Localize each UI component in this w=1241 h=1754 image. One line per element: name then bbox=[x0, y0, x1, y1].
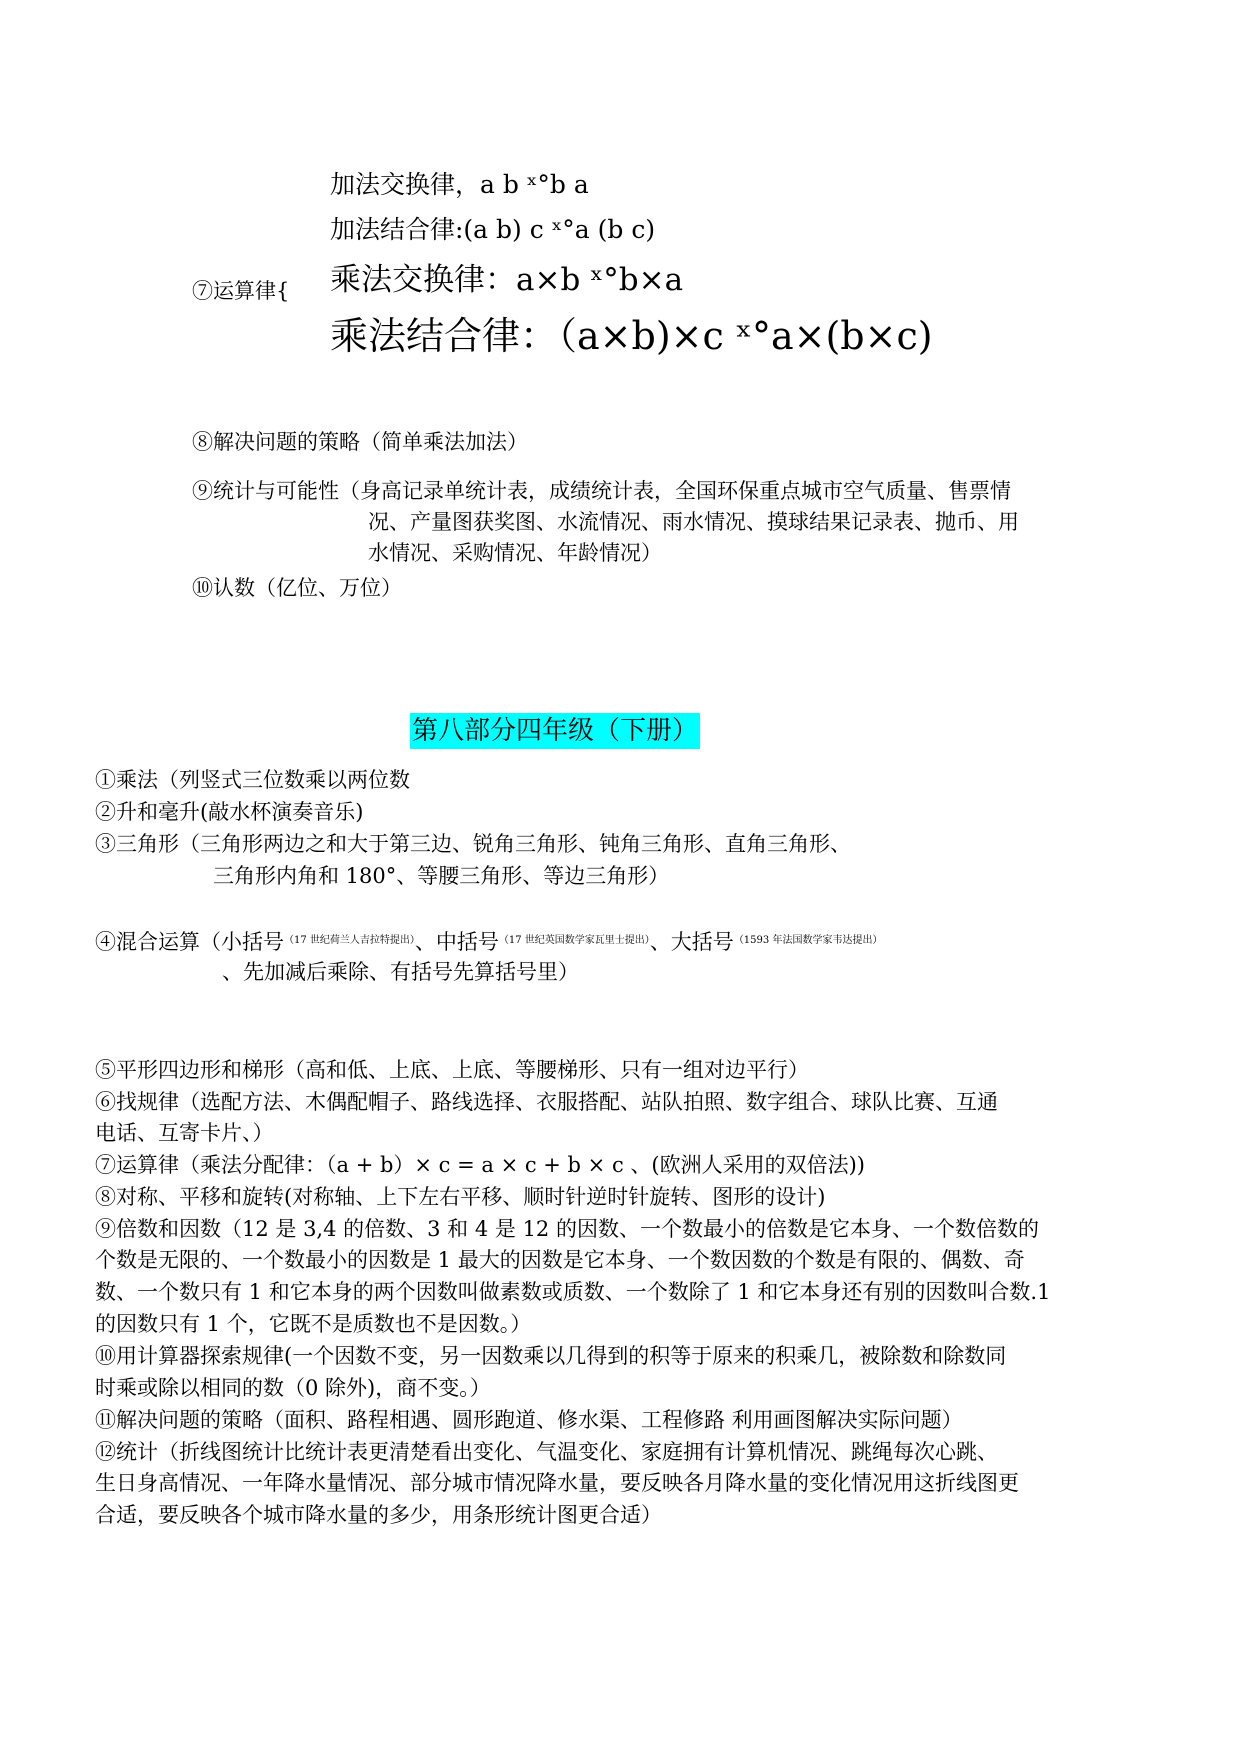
section7-label: ⑦运算律{ bbox=[192, 279, 290, 303]
item-1: ①乘法（列竖式三位数乘以两位数 bbox=[95, 768, 410, 792]
item-9-line-2: 个数是无限的、一个数最小的因数是 1 最大的因数是它本身、一个数因数的个数是有限的、偶数、奇 bbox=[95, 1248, 1025, 1272]
item-4-note-2: （17 世纪英国数学家瓦里士提出） bbox=[498, 935, 650, 946]
law-addition-commutative: 加法交换律，a b ˣ°b a bbox=[330, 170, 589, 199]
item-12-line-3: 合适，要反映各个城市降水量的多少，用条形统计图更合适） bbox=[95, 1503, 662, 1527]
item-text: 统计与可能性（身高记录单统计表，成绩统计表，全国环保重点城市空气质量、售票情 bbox=[213, 479, 1011, 503]
law-addition-associative: 加法结合律:(a b) c ˣ°a (b c) bbox=[330, 215, 656, 244]
item-9: ⑨倍数和因数（12 是 3,4 的倍数、3 和 4 是 12 的因数、一个数最小的倍数是它本身、一个数倍数的 bbox=[95, 1217, 1039, 1241]
item-number: ⑧ bbox=[192, 430, 213, 454]
law-multiplication-commutative: 乘法交换律：a×b ˣ°b×a bbox=[330, 262, 684, 298]
item-4-text-2: 、中括号 bbox=[414, 930, 499, 954]
item-3: ③三角形（三角形两边之和大于第三边、锐角三角形、钝角三角形、直角三角形、 bbox=[95, 832, 851, 856]
item-6-continuation: 电话、互寄卡片、） bbox=[95, 1121, 274, 1145]
item-9-statistics bbox=[192, 476, 1011, 507]
item-5: ⑤平形四边形和梯形（高和低、上底、上底、等腰梯形、只有一组对边平行） bbox=[95, 1058, 809, 1082]
item-4-text-3: 、大括号 bbox=[649, 930, 734, 954]
item-10: ⑩用计算器探索规律(一个因数不变，另一因数乘以几得到的积等于原来的积乘几，被除数和除数同 bbox=[95, 1344, 1007, 1368]
item-9-continuation-1: 况、产量图获奖图、水流情况、雨水情况、摸球结果记录表、抛币、用 bbox=[368, 510, 1019, 534]
item-4-note-3: （1593 年法国数学家韦达提出） bbox=[733, 935, 883, 946]
item-text: 解决问题的策略（简单乘法加法） bbox=[213, 430, 528, 454]
section-heading: 第八部分四年级（下册） bbox=[410, 713, 700, 749]
item-4-note-1: （17 世纪荷兰人吉拉特提出） bbox=[284, 935, 415, 946]
item-4-continuation: 、先加减后乘除、有括号先算括号里） bbox=[222, 960, 579, 984]
item-9-line-4: 的因数只有 1 个，它既不是质数也不是因数。） bbox=[95, 1312, 532, 1336]
item-3-continuation: 三角形内角和 180°、等腰三角形、等边三角形） bbox=[213, 864, 670, 888]
item-number: ⑨ bbox=[192, 479, 213, 503]
item-9-continuation-2: 水情况、采购情况、年龄情况） bbox=[368, 541, 662, 565]
item-9-line-3: 数、一个数只有 1 和它本身的两个因数叫做素数或质数、一个数除了 1 和它本身还有别的因数叫合数.1 bbox=[95, 1280, 1051, 1304]
item-8: ⑧对称、平移和旋转(对称轴、上下左右平移、顺时针逆时针旋转、图形的设计) bbox=[95, 1185, 826, 1209]
item-11: ⑪解决问题的策略（面积、路程相遇、圆形跑道、修水渠、工程修路 利用画图解决实际问题） bbox=[95, 1408, 963, 1432]
item-2: ②升和毫升(敲水杯演奏音乐) bbox=[95, 800, 364, 824]
item-10-continuation: 时乘或除以相同的数（0 除外)，商不变。） bbox=[95, 1376, 491, 1400]
law-multiplication-associative: 乘法结合律：（a×b)×c ˣ°a×(b×c) bbox=[330, 314, 933, 358]
item-4-text: ④混合运算（小括号 bbox=[95, 930, 284, 954]
item-4 bbox=[95, 925, 882, 958]
item-8-strategy bbox=[192, 427, 528, 458]
item-7: ⑦运算律（乘法分配律：（a + b）× c = a × c + b × c 、(欧洲人采用的双倍法)) bbox=[95, 1153, 865, 1177]
item-number: ⑩ bbox=[192, 576, 213, 600]
item-12: ⑫统计（折线图统计比统计表更清楚看出变化、气温变化、家庭拥有计算机情况、跳绳每次心跳、 bbox=[95, 1440, 998, 1464]
item-10-numbers bbox=[192, 573, 402, 604]
item-text: 认数（亿位、万位） bbox=[213, 576, 402, 600]
item-12-line-2: 生日身高情况、一年降水量情况、部分城市情况降水量，要反映各月降水量的变化情况用这折线图更 bbox=[95, 1471, 1019, 1495]
item-6: ⑥找规律（选配方法、木偶配帽子、路线选择、衣服搭配、站队拍照、数字组合、球队比赛、互通 bbox=[95, 1090, 998, 1114]
